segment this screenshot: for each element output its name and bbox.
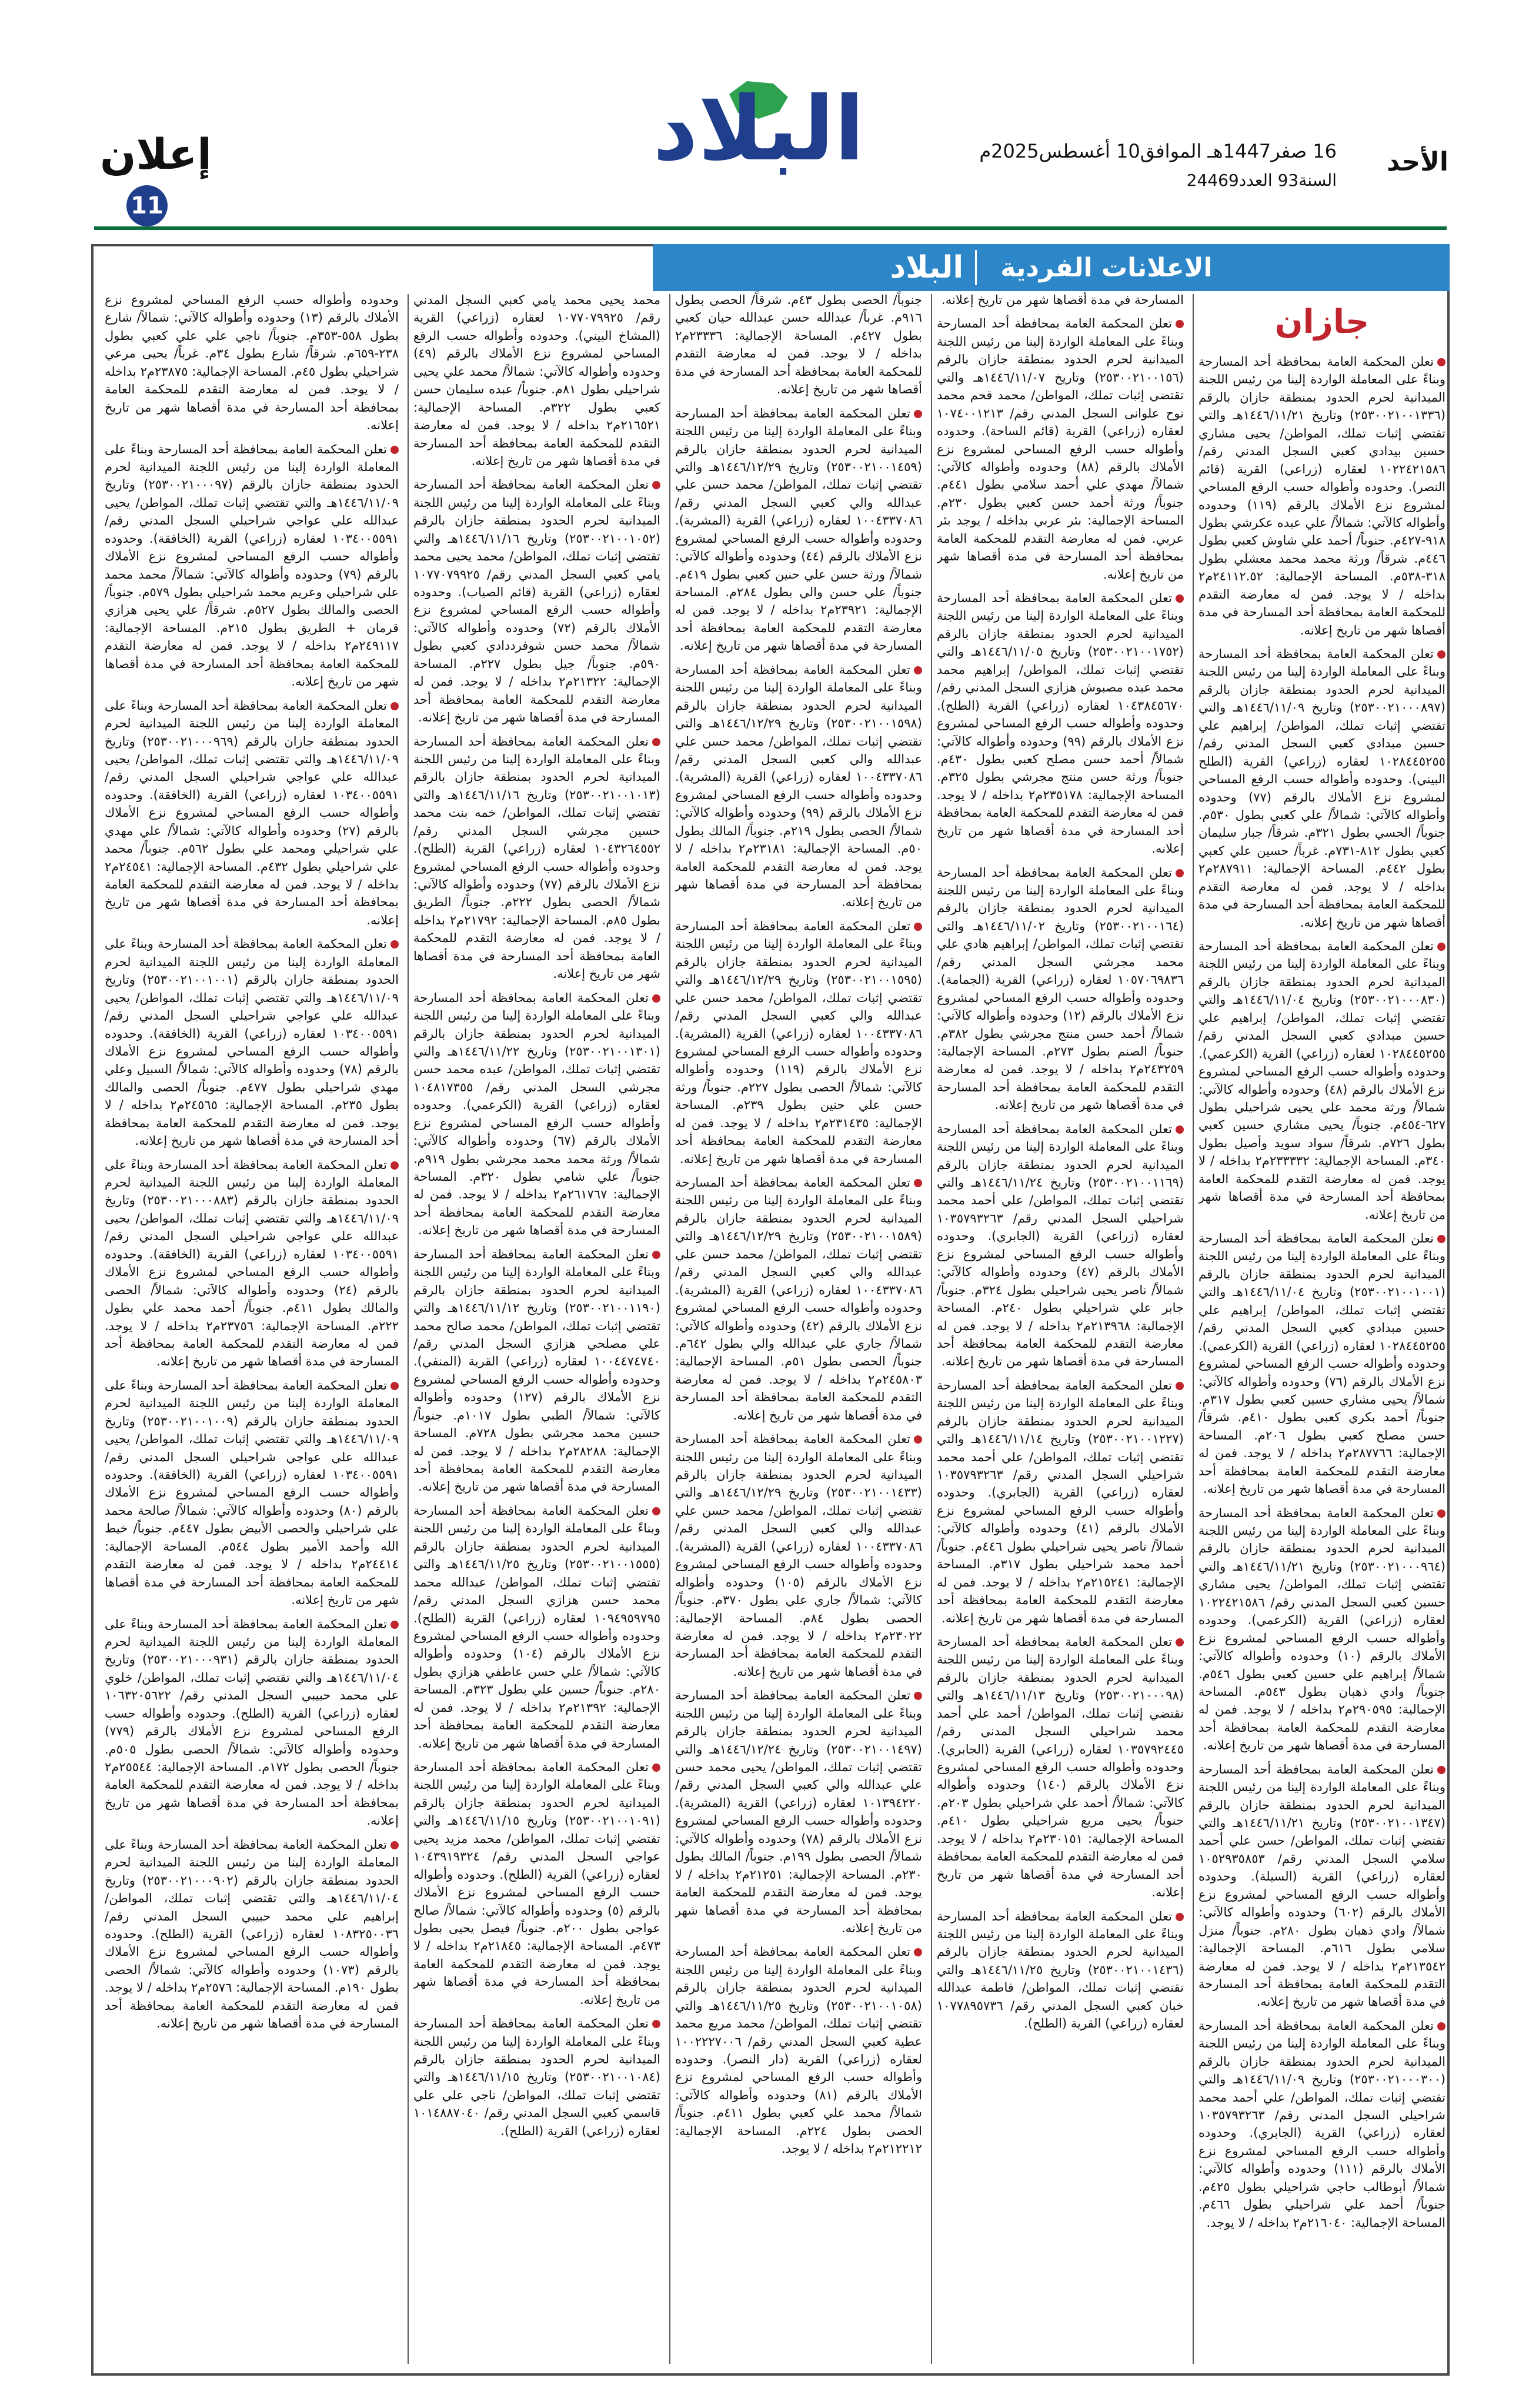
ad-text: تعلن المحكمة العامة بمحافظة أحد المسارحة وبناءً على المعاملة الواردة إلينا من رئيس اللجنة الميدانية لحرم الحدود بمنطقة جازان بالرقم (٢٥٣٠٠٢١٠٠٠٩٠٢) وتاريخ ١٤٤٦/١١/٠٤هـ والتي تقتضي إثبات تملك، المواطن/ إبراهيم علي محمد حبيبي السجل المدني رقم/ ١٠٨٣٢٥٠٠٣٦ لعقاره (زراعي) القرية (الطلح). وحدوده وأطواله حسب الرفع المساحي لمشروع نزع الأملاك بالرقم (١٠٧٣) وحدوده وأطواله كالآتي: شمالاً/ الحصى بطول ١٩٠م. المساحة الإجمالية: ٢٥٧٦م٢ بداخله / لا يوجد. فمن له معارضة التقدم للمحكمة العامة بمحافظة أحد المسارحة في مدة أقصاها شهر من تاريخ إعلانه.	[105, 1837, 399, 2031]
column-divider	[669, 294, 670, 2364]
ad-notice	[675, 1174, 922, 1424]
ad-notice	[105, 1615, 399, 1830]
bullet-icon	[652, 738, 660, 746]
ad-notice	[1198, 1230, 1445, 1498]
ad-text: تعلن المحكمة العامة بمحافظة أحد المسارحة وبناءً على المعاملة الواردة إلينا من رئيس اللجنة الميدانية لحرم الحدود بمنطقة جازان بالرقم (٢٥٣٠٠٢١٠٠٠٣٠٠) وتاريخ ١٤٤٦/١١/٠٩هـ والتي تقتضي إثبات تملك، المواطن/ علي أحمد محمد شراحيلي السجل المدني رقم/ ١٠٣٥٧٩٣٢٦٣ لعقاره (زراعي) القرية (الجابري). وحدوده وأطواله حسب الرفع المساحي لمشروع نزع الأملاك بالرقم (١١١) وحدوده وأطواله كالآتي: شمالاً/ أبوطالب حاجي شراحيلي بطول ٤٢٥م. جنوباً/ أحمد علي شراحيلي بطول ٤٦٦م. المساحة الإجمالية: ٢١٦٠٤٠م٢ بداخله / لا يوجد.	[1198, 2018, 1445, 2230]
ad-notice	[937, 1120, 1184, 1371]
bullet-icon	[914, 923, 922, 931]
ad-notice	[937, 864, 1184, 1114]
ad-notice	[675, 291, 922, 399]
bullet-icon	[390, 446, 399, 454]
ad-text: تعلن المحكمة العامة بمحافظة أحد المسارحة وبناءً على المعاملة الواردة إلينا من رئيس اللجنة الميدانية لحرم الحدود بمنطقة جازان بالرقم (٢٥٣٠٠٢١٠٠١٣٣٦) وتاريخ ١٤٤٦/١١/٢١هـ والتي تقتضي إثبات تملك، المواطن/ يحيى مشاري حسين بيدادي كعبي السجل المدني رقم/ ١٠٢٢٤٢١٥٨٦ لعقاره (زراعي) القرية (قائم النصر). وحدوده وأطواله حسب الرفع المساحي لمشروع نزع الأملاك بالرقم (١١٩) وحدوده وأطواله كالآتي: شمالاً/ علي عبده عكرشي بطول ٩١٨-٤٢٧م. جنوباً/ أحمد علي شاوش كعبي بطول ٤٤٦م. شرقاً/ ورثة محمد محمد معشلي بطول ٣١٨-٥٣٨م. المساحة الإجمالية: ٢٤١١٢.٥٢م٢ بداخله / لا يوجد. فمن له معارضة التقدم للمحكمة العامة بمحافظة أحد المسارحة في مدة أقصاها شهر من تاريخ إعلانه.	[1198, 355, 1445, 637]
bullet-icon	[1437, 358, 1445, 366]
bullet-icon	[1176, 1638, 1184, 1646]
ad-text: تعلن المحكمة العامة بمحافظة أحد المسارحة وبناءً على المعاملة الواردة إلينا من رئيس اللجنة الميدانية لحرم الحدود بمنطقة جازان بالرقم (٢٥٣٠٠٢١٠٠١٣٠١) وتاريخ ١٤٤٦/١١/٢٢هـ والتي تقتضي إثبات تملك، المواطن/ عبده محمد حسن مجرشي السجل المدني رقم/ ١٠٤٨١٧٣٥٥ لعقاره (زراعي) القرية (الكرعمي). وحدوده وأطواله حسب الرفع المساحي لمشروع نزع الأملاك بالرقم (٦٧) وحدوده وأطواله كالآتي: شمالاً/ ورثة محمد محمد مجرشي بطول ٩١٩م. جنوباً/ علي شامي بطول ٣٢٠م. المساحة الإجمالية: ٢٦١٧٦٧م٢ بداخله / لا يوجد. فمن له معارضة التقدم للمحكمة العامة بمحافظة أحد المسارحة في مدة أقصاها شهر من تاريخ إعلانه.	[413, 990, 660, 1238]
bullet-icon	[914, 410, 922, 418]
ad-notice	[105, 1156, 399, 1371]
logo-text: البلاد	[653, 78, 864, 181]
ad-notice	[937, 589, 1184, 858]
ad-notice	[675, 661, 922, 911]
ad-text: تعلن المحكمة العامة بمحافظة أحد المسارحة وبناءً على المعاملة الواردة إلينا من رئيس اللجنة الميدانية لحرم الحدود بمنطقة جازان بالرقم (٢٥٣٠٠٢١٠٠١٠٨٤) وتاريخ ١٤٤٦/١١/١٥هـ والتي تقتضي إثبات تملك، المواطن/ ناجي علي علي قاسمي كعبي السجل المدني رقم/ ١٠١٤٨٨٧٠٤٠ لعقاره (زراعي) القرية (الطلح).	[413, 2016, 660, 2138]
bullet-icon	[1176, 595, 1184, 603]
bullet-icon	[390, 1841, 399, 1849]
ad-text: تعلن المحكمة العامة بمحافظة أحد المسارحة وبناءً على المعاملة الواردة إلينا من رئيس اللجنة الميدانية لحرم الحدود بمنطقة جازان بالرقم (٢٥٣٠٠٢١٠٠٠٨٣٠) وتاريخ ١٤٤٦/١١/٠٤هـ والتي تقتضي إثبات تملك، المواطن/ إبراهيم علي حسين مبدادي كعبي السجل المدني رقم/ ١٠٢٨٤٤٥٢٥٥ لعقاره (زراعي) القرية (الكرعمي). وحدوده وأطواله حسب الرفع المساحي لمشروع نزع الأملاك بالرقم (٤٨) وحدوده وأطواله كالآتي: شمالاً/ ورثة محمد علي يحيى شراحيلي بطول ٦٢٧-٤٥٤م. جنوباً/ يحيى مشاري حسين كعبي بطول ٧٢٦م. شرقاً/ سواد سويد وأصيل بطول ٣٤٠م. المساحة الإجمالية: ٢٣٣٣٣٢م٢ بداخله / لا يوجد. فمن له معارضة التقدم للمحكمة العامة بمحافظة أحد المسارحة في مدة أقصاها شهر من تاريخ إعلانه.	[1198, 939, 1445, 1222]
ads-column-1	[1198, 291, 1445, 2367]
ad-notice	[937, 1633, 1184, 1902]
ads-column-5	[105, 291, 399, 2367]
ad-text: تعلن المحكمة العامة بمحافظة أحد المسارحة وبناءً على المعاملة الواردة إلينا من رئيس اللجنة الميدانية لحرم الحدود بمنطقة جازان بالرقم (٢٥٣٠٠٢١٠٠٠٩٦٩) وتاريخ ١٤٤٦/١١/٠٩هـ والتي تقتضي إثبات تملك، المواطن/ يحيى عبدالله علي عواجي شراحيلي السجل المدني رقم/ ١٠٣٤٠٠٥٥٩١ لعقاره (زراعي) القرية (الخافقة). وحدوده وأطواله حسب الرفع المساحي لمشروع نزع الأملاك بالرقم (٢٧) وحدوده وأطواله كالآتي: شمالاً/ علي مهدي علي شراحيلي ومحمد علي بطول ٥٦٢م. جنوباً/ محمد علي شراحيلي بطول ٤٣٢م. المساحة الإجمالية: ٢٤٥٤١م٢ بداخله / لا يوجد. فمن له معارضة التقدم للمحكمة العامة بمحافظة أحد المسارحة في مدة أقصاها شهر من تاريخ إعلانه.	[105, 698, 399, 927]
ad-text: تعلن المحكمة العامة بمحافظة أحد المسارحة وبناءً على المعاملة الواردة إلينا من رئيس اللجنة الميدانية لحرم الحدود بمنطقة جازان بالرقم (٢٥٣٠٠٢١٠٠١١٦٩) وتاريخ ١٤٤٦/١١/٢٤هـ والتي تقتضي إثبات تملك، المواطن/ علي أحمد محمد شراحيلي السجل المدني رقم/ ١٠٣٥٧٩٣٢٦٣ لعقاره (زراعي) القرية (الجابري). وحدوده وأطواله حسب الرفع المساحي لمشروع نزع الأملاك بالرقم (٤٧) وحدوده وأطواله كالآتي: شمالاً/ ناصر يحيى شراحيلي بطول ٣٢٤م. جنوباً/ جابر علي شراحيلي بطول ٢٤٠م. المساحة الإجمالية: ٢١٣٩٦٨م٢ بداخله / لا يوجد. فمن له معارضة التقدم للمحكمة العامة بمحافظة أحد المسارحة في مدة أقصاها شهر من تاريخ إعلانه.	[937, 1121, 1184, 1369]
bullet-icon	[1437, 2022, 1445, 2030]
ad-notice	[105, 291, 399, 435]
bullet-icon	[1437, 650, 1445, 659]
ad-notice	[675, 1686, 922, 1937]
bullet-icon	[914, 1179, 922, 1187]
ad-notice	[413, 1502, 660, 1752]
bullet-icon	[1176, 869, 1184, 877]
bullet-icon	[652, 1251, 660, 1259]
issue-line: السنة93 العدد24469	[1186, 171, 1337, 190]
ad-notice	[105, 935, 399, 1150]
ad-notice	[105, 697, 399, 930]
masthead	[0, 0, 1519, 232]
bullet-icon	[1176, 1125, 1184, 1134]
bullet-icon	[652, 1764, 660, 1772]
bullet-icon	[1437, 1509, 1445, 1518]
ad-text: تعلن المحكمة العامة بمحافظة أحد المسارحة وبناءً على المعاملة الواردة إلينا من رئيس اللجنة الميدانية لحرم الحدود بمنطقة جازان بالرقم (٢٥٣٠٠٢١٠٠١٥٥٥) وتاريخ ١٤٤٦/١١/٢٥هـ والتي تقتضي إثبات تملك، المواطن/ عبدالله محمد محمد حسن هزازي السجل المدني رقم/ ١٠٩٤٩٥٩٧٩٥ لعقاره (زراعي) القرية (الطلح). وحدوده وأطواله حسب الرفع المساحي لمشروع نزع الأملاك بالرقم (١٠٤) وحدوده وأطواله كالآتي: شمالاً/ علي حسن عاطفي هزازي بطول ٢٨٠م. جنوباً/ حسين علي بطول ٣٢٣م. المساحة الإجمالية: ٢١٣٩٢م٢ بداخله / لا يوجد. فمن له معارضة التقدم للمحكمة العامة بمحافظة أحد المسارحة في مدة أقصاها شهر من تاريخ إعلانه.	[413, 1503, 660, 1751]
bullet-icon	[652, 2020, 660, 2028]
ad-text: تعلن المحكمة العامة بمحافظة أحد المسارحة وبناءً على المعاملة الواردة إلينا من رئيس اللجنة الميدانية لحرم الحدود بمنطقة جازان بالرقم (٢٥٣٠٠٢١٠٠١٥٦) وتاريخ ١٤٤٦/١١/٠٧هـ والتي تقتضي إثبات تملك، المواطن/ محمد قحم محمد نوح علوانى السجل المدني رقم/ ١٠٧٤٠٠١٢١٣ لعقاره (زراعي) القرية (قائم الساحة). وحدوده وأطواله حسب الرفع المساحي لمشروع نزع الأملاك بالرقم (٨٨) وحدوده وأطواله كالآتي: شمالاً/ مهدي علي أحمد سلامي بطول ٤٤١م. جنوباً/ ورثة أحمد حسن كعبي بطول ٢٣٠م. المساحة الإجمالية: بئر عربي بداخله / يوجد بئر عربي. فمن له معارضة التقدم للمحكمة العامة بمحافظة أحد المسارحة في مدة أقصاها شهر من تاريخ إعلانه.	[937, 316, 1184, 582]
ad-notice	[413, 1245, 660, 1496]
ad-text: تعلن المحكمة العامة بمحافظة أحد المسارحة وبناءً على المعاملة الواردة إلينا من رئيس اللجنة الميدانية لحرم الحدود بمنطقة جازان بالرقم (٢٥٣٠٠٢١٠٠١١٩٠) وتاريخ ١٤٤٦/١١/١٢هـ والتي تقتضي إثبات تملك، المواطن/ محمد صالح محمد علي مصلحي هزازي السجل المدني رقم/ ١٠٠٤٤٧٤٧٤٠ لعقاره (زراعي) القرية (المنفي). وحدوده وأطواله حسب الرفع المساحي لمشروع نزع الأملاك بالرقم (١٢٧) وحدوده وأطواله كالآتي: شمالاً/ الطبي بطول ١٠١٧م. جنوباً/ حسين محمد مجرشي بطول ٧٢٨م. المساحة الإجمالية: ٢٨٢٨٨م٢ بداخله / لا يوجد. فمن له معارضة التقدم للمحكمة العامة بمحافظة أحد المسارحة في مدة أقصاها شهر من تاريخ إعلانه.	[413, 1247, 660, 1494]
bullet-icon	[652, 994, 660, 1003]
bullet-icon	[1176, 320, 1184, 328]
ad-notice	[1198, 1504, 1445, 1755]
bullet-icon	[914, 1692, 922, 1700]
ad-text: تعلن المحكمة العامة بمحافظة أحد المسارحة وبناءً على المعاملة الواردة إلينا من رئيس اللجنة الميدانية لحرم الحدود بمنطقة جازان بالرقم (٢٥٣٠٠٢١٠٠١٤٥٩) وتاريخ ١٤٤٦/١٢/٢٩هـ والتي تقتضي إثبات تملك، المواطن/ محمد حسن علي عبدالله والي كعبي السجل المدني رقم/ ١٠٠٤٣٣٧٠٨٦ لعقاره (زراعي) القرية (المشرية). وحدوده وأطواله حسب الرفع المساحي لمشروع نزع الأملاك بالرقم (٤٤) وحدوده وأطواله كالآتي: شمالاً/ ورثة حسن علي حنين كعبي بطول ٤١٩م. جنوباً/ علي حسن والي بطول ٢٨٤م. المساحة الإجمالية: ٢٣٩٢١م٢ بداخله / لا يوجد. فمن له معارضة التقدم للمحكمة العامة بمحافظة أحد المسارحة في مدة أقصاها شهر من تاريخ إعلانه.	[675, 406, 922, 653]
ad-text: وحدوده وأطواله حسب الرفع المساحي لمشروع نزع الأملاك بالرقم (١٣) وحدوده وأطواله كالآتي: شمالاً/ شارع بطول ٥٥٨-٣٥٣م. جنوباً/ ناجي علي علي كعبي بطول ٢٣٨-٦٥٩م. شرقاً/ شارع بطول ٣٤م. غرباً/ يحيى مرعي شراحيلي بطول ٤٥م. المساحة الإجمالية: ٢٣٨٧٥م٢ بداخله / لا يوجد. فمن له معارضة التقدم للمحكمة العامة بمحافظة أحد المسارحة في مدة أقصاها شهر من تاريخ إعلانه.	[105, 293, 399, 433]
ad-notice	[413, 1758, 660, 2009]
bullet-icon	[390, 702, 399, 710]
ad-text: تعلن المحكمة العامة بمحافظة أحد المسارحة وبناءً على المعاملة الواردة إلينا من رئيس اللجنة الميدانية لحرم الحدود بمنطقة جازان بالرقم (٢٥٣٠٠٢١٠٠٠٨٨٣) وتاريخ ١٤٤٦/١١/٠٩هـ والتي تقتضي إثبات تملك، المواطن/ يحيى عبدالله علي عواجي شراحيلي السجل المدني رقم/ ١٠٣٤٠٠٥٥٩١ لعقاره (زراعي) القرية (الخافقة). وحدوده وأطواله حسب الرفع المساحي لمشروع نزع الأملاك بالرقم (٢٤) وحدوده وأطواله كالآتي: شمالاً/ الحصى والمالك بطول ٤١١م. جنوباً/ أحمد محمد علي بطول ٢٢٢م. المساحة الإجمالية: ٢٣٧٥٦م٢ بداخله / لا يوجد. فمن له معارضة التقدم للمحكمة العامة بمحافظة أحد المسارحة في مدة أقصاها شهر من تاريخ إعلانه.	[105, 1157, 399, 1369]
ad-text: تعلن المحكمة العامة بمحافظة أحد المسارحة وبناءً على المعاملة الواردة إلينا من رئيس اللجنة الميدانية لحرم الحدود بمنطقة جازان بالرقم (٢٥٣٠٠٢١٠٠١٠٥٨) وتاريخ ١٤٤٦/١١/٢٥هـ والتي تقتضي إثبات تملك، المواطن/ محمد مريع محمد عطية كعبي السجل المدني رقم/ ١٠٠٢٢٢٧٠٠٦ لعقاره (زراعي) القرية (دار النصر). وحدوده وأطواله حسب الرفع المساحي لمشروع نزع الأملاك بالرقم (٨١) وحدوده وأطواله كالآتي: شمالاً/ محمد علي كعبي بطول ٤١١م. جنوباً/ الحصى بطول ٢٢٤م. المساحة الإجمالية: ٢١٢٢١٢م٢ بداخله / لا يوجد.	[675, 1945, 922, 2156]
ad-text: تعلن المحكمة العامة بمحافظة أحد المسارحة وبناءً على المعاملة الواردة إلينا من رئيس اللجنة الميدانية لحرم الحدود بمنطقة جازان بالرقم (٢٥٣٠٠٢١٠٠١٠٥٢) وتاريخ ١٤٤٦/١١/١٦هـ والتي تقتضي إثبات تملك، المواطن/ محمد يحيى محمد يامي كعبي السجل المدني رقم/ ١٠٧٧٠٧٩٩٢٥ لعقاره (زراعي) القرية (قائم الصياب). وحدوده وأطواله حسب الرفع المساحي لمشروع نزع الأملاك بالرقم (٧٢) وحدوده وأطواله كالآتي: شمالاً/ محمد حسن شوفرددادي كعبي بطول ٥٩٠م. جنوباً/ جيل بطول ٢٢٧م. المساحة الإجمالية: ٢١٣٢٢م٢ بداخله / لا يوجد. فمن له معارضة التقدم للمحكمة العامة بمحافظة أحد المسارحة في مدة أقصاها شهر من تاريخ إعلانه.	[413, 477, 660, 725]
city-heading: جازان	[1274, 303, 1370, 341]
bullet-icon	[390, 1382, 399, 1390]
ad-text: تعلن المحكمة العامة بمحافظة أحد المسارحة وبناءً على المعاملة الواردة إلينا من رئيس اللجنة الميدانية لحرم الحدود بمنطقة جازان بالرقم (٢٥٣٠٠٢١٠٠١٤٣٦) وتاريخ ١٤٤٦/١١/٢٥هـ والتي تقتضي إثبات تملك، المواطن/ فاطمة عبدالله خبان كعبي السجل المدني رقم/ ١٠٧٧٨٩٥٧٣٦ لعقاره (زراعي) القرية (الطلح).	[937, 1909, 1184, 2031]
bullet-icon	[390, 1621, 399, 1629]
ad-text: تعلن المحكمة العامة بمحافظة أحد المسارحة وبناءً على المعاملة الواردة إلينا من رئيس اللجنة الميدانية لحرم الحدود بمنطقة جازان بالرقم (٢٥٣٠٠٢١٠٠١٣٤٧) وتاريخ ١٤٤٦/١١/٢١هـ والتي تقتضي إثبات تملك، المواطن/ حسن علي أحمد سلامي السجل المدني رقم/ ١٠٥٢٩٣٥٨٥٣ لعقاره (زراعي) القرية (السيلة). وحدوده وأطواله حسب الرفع المساحي لمشروع نزع الأملاك بالرقم (٦٠٢) وحدوده وأطواله كالآتي: شمالاً/ وادي ذهبان بطول ٢٨٠م. جنوباً/ منزل سلامي بطول ٦١٦م. المساحة الإجمالية: ٢١٣٥٤٢م٢ بداخله / لا يوجد. فمن له معارضة التقدم للمحكمة العامة بمحافظة أحد المسارحة في مدة أقصاها شهر من تاريخ إعلانه.	[1198, 1762, 1445, 2009]
ad-text: تعلن المحكمة العامة بمحافظة أحد المسارحة وبناءً على المعاملة الواردة إلينا من رئيس اللجنة الميدانية لحرم الحدود بمنطقة جازان بالرقم (٢٥٣٠٠٢١٠٠١٥٩٨) وتاريخ ١٤٤٦/١٢/٢٩هـ والتي تقتضي إثبات تملك، المواطن/ محمد حسن علي عبدالله والي كعبي السجل المدني رقم/ ١٠٠٤٣٣٧٠٨٦ لعقاره (زراعي) القرية (المشرية). وحدوده وأطواله حسب الرفع المساحي لمشروع نزع الأملاك بالرقم (٩٩) وحدوده وأطواله كالآتي: شمالاً/ الحصى بطول ٢١٩م. جنوباً/ المالك بطول ٥٠م. المساحة الإجمالية: ٢٣١٨١م٢ بداخله / لا يوجد. فمن له معارضة التقدم للمحكمة العامة بمحافظة أحد المسارحة في مدة أقصاها شهر من تاريخ إعلانه.	[675, 662, 922, 910]
ad-text: تعلن المحكمة العامة بمحافظة أحد المسارحة وبناءً على المعاملة الواردة إلينا من رئيس اللجنة الميدانية لحرم الحدود بمنطقة جازان بالرقم (٢٥٣٠٠٢١٠٠١٠٠١) وتاريخ ١٤٤٦/١١/٠٩هـ والتي تقتضي إثبات تملك، المواطن/ يحيى عبدالله علي عواجي شراحيلي السجل المدني رقم/ ١٠٣٤٠٠٥٥٩١ لعقاره (زراعي) القرية (الخافقة). وحدوده وأطواله حسب الرفع المساحي لمشروع نزع الأملاك بالرقم (٧٨) وحدوده وأطواله كالآتي: شمالاً/ السبيل وعلي مهدي شراحيلي بطول ٤٧٧م. جنوباً/ الحصى والمالك بطول ٢٣٥م. المساحة الإجمالية: ٢٤٥٦٥م٢ بداخله / لا يوجد. فمن له معارضة التقدم للمحكمة العامة بمحافظة أحد المسارحة في مدة أقصاها شهر من تاريخ إعلانه.	[105, 937, 399, 1148]
ad-notice	[1198, 937, 1445, 1224]
ad-text: جنوباً/ الحصى بطول ٤٣م. شرقاً/ الحصى بطول ٩١٦م. غرباً/ عبدالله حسن عبدالله حيان كعبي بطول ٤٢٧م. المساحة الإجمالية: ٢٣٣٣٦م٢ بداخله / لا يوجد. فمن له معارضة التقدم للمحكمة العامة بمحافظة أحد المسارحة في مدة أقصاها شهر من تاريخ إعلانه.	[675, 293, 922, 397]
masthead-divider	[94, 226, 1447, 230]
ads-column-4	[413, 291, 660, 2367]
bullet-icon	[652, 481, 660, 489]
banner-logo: البلاد	[890, 250, 977, 285]
ad-notice	[413, 989, 660, 1240]
ad-text: تعلن المحكمة العامة بمحافظة أحد المسارحة وبناءً على المعاملة الواردة إلينا من رئيس اللجنة الميدانية لحرم الحدود بمنطقة جازان بالرقم (٢٥٣٠٠٢١٠٠١٥٩٥) وتاريخ ١٤٤٦/١٢/٢٩هـ والتي تقتضي إثبات تملك، المواطن/ محمد حسن علي عبدالله والي كعبي السجل المدني رقم/ ١٠٠٤٣٣٧٠٨٦ لعقاره (زراعي) القرية (المشرية). وحدوده وأطواله حسب الرفع المساحي لمشروع نزع الأملاك بالرقم (١١٩) وحدوده وأطواله كالآتي: شمالاً/ الحصى بطول ٢٢٧م. جنوباً/ ورثة حسن علي حنين بطول ٢٣٩م. المساحة الإجمالية: ٢٣١٤٣٥م٢ بداخله / لا يوجد. فمن له معارضة التقدم للمحكمة العامة بمحافظة أحد المسارحة في مدة أقصاها شهر من تاريخ إعلانه.	[675, 919, 922, 1166]
bullet-icon	[914, 1435, 922, 1444]
bullet-icon	[1437, 1766, 1445, 1774]
bullet-icon	[1437, 943, 1445, 951]
newspaper-logo	[653, 76, 864, 182]
ad-notice	[105, 440, 399, 691]
column-divider	[408, 294, 409, 2364]
bullet-icon	[914, 1948, 922, 1956]
ad-text: تعلن المحكمة العامة بمحافظة أحد المسارحة وبناءً على المعاملة الواردة إلينا من رئيس اللجنة الميدانية لحرم الحدود بمنطقة جازان بالرقم (٢٥٣٠٠٢١٠٠١٧٥٢) وتاريخ ١٤٤٦/١١/٠٥هـ والتي تقتضي إثبات تملك، المواطن/ إبراهيم محمد محمد عبده مصبوش هزازي السجل المدني رقم/ ١٠٤٣٨٤٥٦٧٠ لعقاره (زراعي) القرية (الطلح). وحدوده وأطواله حسب الرفع المساحي لمشروع نزع الأملاك بالرقم (٩٩) وحدوده وأطواله كالآتي: شمالاً/ أحمد حسن مصلح كعبي بطول ٤٣٠م. جنوباً/ ورثة حسن منتج مجرشي بطول ٣٢٥م. المساحة الإجمالية: ٢٣٥١٧٨م٢ بداخله / لا يوجد. فمن له معارضة التقدم للمحكمة العامة بمحافظة أحد المسارحة في مدة أقصاها شهر من تاريخ إعلانه.	[937, 591, 1184, 856]
bullet-icon	[1176, 1913, 1184, 1921]
day-name: الأحد	[1387, 147, 1448, 177]
ad-notice	[413, 2015, 660, 2140]
ad-text: تعلن المحكمة العامة بمحافظة أحد المسارحة وبناءً على المعاملة الواردة إلينا من رئيس اللجنة الميدانية لحرم الحدود بمنطقة جازان بالرقم (٢٥٣٠٠٢١٠٠٠٩٦٤) وتاريخ ١٤٤٦/١١/٢١هـ والتي تقتضي إثبات تملك، المواطن/ يحيى مشاري حسين كعبي السجل المدني رقم/ ١٠٢٢٤٢١٥٨٦ لعقاره (زراعي) القرية (الكرعمي). وحدوده وأطواله حسب الرفع المساحي لمشروع نزع الأملاك بالرقم (١٠) وحدوده وأطواله كالآتي: شمالاً/ إبراهيم علي حسين كعبي بطول ٥٤٦م. جنوباً/ وادي ذهبان بطول ٥٤٣م. المساحة الإجمالية: ٢٩٠٥٩٥م٢ بداخله / لا يوجد. فمن له معارضة التقدم للمحكمة العامة بمحافظة أحد المسارحة في مدة أقصاها شهر من تاريخ إعلانه.	[1198, 1505, 1445, 1753]
ad-notice	[937, 315, 1184, 583]
ad-text: محمد يحيى محمد يامي كعبي السجل المدني رقم/ ١٠٧٧٠٧٩٩٢٥ لعقاره (زراعي) القرية (المشاخ البيني). وحدوده وأطواله حسب الرفع المساحي لمشروع نزع الأملاك بالرقم (٤٩) وحدوده وأطواله كالآتي: شمالاً/ محمد علي يحيى شراحيلي بطول ٨١م. جنوباً/ عبده سليمان حسن كعبي بطول ٣٢٢م. المساحة الإجمالية: ٢١٦٥٢١م٢ بداخله / لا يوجد. فمن له معارضة التقدم للمحكمة العامة بمحافظة أحد المسارحة في مدة أقصاها شهر من تاريخ إعلانه.	[413, 293, 660, 468]
bullet-icon	[652, 1507, 660, 1515]
ad-text: تعلن المحكمة العامة بمحافظة أحد المسارحة وبناءً على المعاملة الواردة إلينا من رئيس اللجنة الميدانية لحرم الحدود بمنطقة جازان بالرقم (٢٥٣٠٠٢١٠٠١٠٩١) وتاريخ ١٤٤٦/١١/١٥هـ والتي تقتضي إثبات تملك، المواطن/ محمد مزيد يحيى عواجي السجل المدني رقم/ ١٠٤٣٩١٩٣٢٤ لعقاره (زراعي) القرية (الطلح). وحدوده وأطواله حسب الرفع المساحي لمشروع نزع الأملاك بالرقم (٥) وحدوده وأطواله كالآتي: شمالاً/ صالح عواجي بطول ٢٠٠م. جنوباً/ فيصل يحيى بطول ٤٧٣م. المساحة الإجمالية: ٢١٨٤٥م٢ بداخله / لا يوجد. فمن له معارضة التقدم للمحكمة العامة بمحافظة أحد المسارحة في مدة أقصاها شهر من تاريخ إعلانه.	[413, 1760, 660, 2007]
ad-text: تعلن المحكمة العامة بمحافظة أحد المسارحة وبناءً على المعاملة الواردة إلينا من رئيس اللجنة الميدانية لحرم الحدود بمنطقة جازان بالرقم (٢٥٣٠٠٢١٠٠١٥٨٩) وتاريخ ١٤٤٦/١٢/٢٩هـ والتي تقتضي إثبات تملك، المواطن/ محمد حسن علي عبدالله والي كعبي السجل المدني رقم/ ١٠٠٤٣٣٧٠٨٦ لعقاره (زراعي) القرية (المشرية). وحدوده وأطواله حسب الرفع المساحي لمشروع نزع الأملاك بالرقم (٤٢) وحدوده وأطواله كالآتي: شمالاً/ جاري علي عبدالله والي بطول ٦٤٢م. جنوباً/ الحصى بطول ٥١م. المساحة الإجمالية: ٢٤٥٨٠٣م٢ بداخله / لا يوجد. فمن له معارضة التقدم للمحكمة العامة بمحافظة أحد المسارحة في مدة أقصاها شهر من تاريخ إعلانه.	[675, 1175, 922, 1422]
ad-notice	[1198, 1761, 1445, 2011]
ad-notice	[413, 476, 660, 726]
ad-notice	[937, 1377, 1184, 1627]
ad-text: تعلن المحكمة العامة بمحافظة أحد المسارحة وبناءً على المعاملة الواردة إلينا من رئيس اللجنة الميدانية لحرم الحدود بمنطقة جازان بالرقم (٢٥٣٠٠٢١٠٠٠٩٣١) وتاريخ ١٤٤٦/١١/٠٤هـ والتي تقتضي إثبات تملك، المواطن/ خلوي علي محمد حبيبي السجل المدني رقم/ ١٠٦٣٢٠٥٦٢٢ لعقاره (زراعي) القرية (الطلح). وحدوده وأطواله حسب الرفع المساحي لمشروع نزع الأملاك بالرقم (٧٧٩) وحدوده وأطواله كالآتي: شمالاً/ الحصى بطول ٥٠٥م. جنوباً/ الحصى بطول ١٧٢م. المساحة الإجمالية: ٢٥٥٤٤م٢ بداخله / لا يوجد. فمن له معارضة التقدم للمحكمة العامة بمحافظة أحد المسارحة في مدة أقصاها شهر من تاريخ إعلانه.	[105, 1617, 399, 1828]
ad-notice	[675, 917, 922, 1168]
column-divider	[1193, 294, 1194, 2364]
ad-text: تعلن المحكمة العامة بمحافظة أحد المسارحة وبناءً على المعاملة الواردة إلينا من رئيس اللجنة الميدانية لحرم الحدود بمنطقة جازان بالرقم (٢٥٣٠٠٢١٠٠١٦٤) وتاريخ ١٤٤٦/١١/٠٢هـ والتي تقتضي إثبات تملك، المواطن/ إبراهيم هادي علي محمد مجرشي السجل المدني رقم/ ١٠٥٧٠٦٩٨٣٦ لعقاره (زراعي) القرية (الجمامة). وحدوده وأطواله حسب الرفع المساحي لمشروع نزع الأملاك بالرقم (١٢) وحدوده وأطواله كالآتي: شمالاً/ أحمد حسن منتج مجرشي بطول ٣٨٢م. جنوباً/ الصنم بطول ٢٧٣م. المساحة الإجمالية: ٢٤٣٢٥٩م٢ بداخله / لا يوجد. فمن له معارضة التقدم للمحكمة العامة بمحافظة أحد المسارحة في مدة أقصاها شهر من تاريخ إعلانه.	[937, 865, 1184, 1113]
section-banner	[653, 244, 1450, 291]
ad-notice	[1198, 645, 1445, 931]
ad-text: تعلن المحكمة العامة بمحافظة أحد المسارحة وبناءً على المعاملة الواردة إلينا من رئيس اللجنة الميدانية لحرم الحدود بمنطقة جازان بالرقم (٢٥٣٠٠٢١٠٠١٢٢٧) وتاريخ ١٤٤٦/١١/١٤هـ والتي تقتضي إثبات تملك، المواطن/ علي أحمد محمد شراحيلي السجل المدني رقم/ ١٠٣٥٧٩٣٢٦٣ لعقاره (زراعي) القرية (الجابري). وحدوده وأطواله حسب الرفع المساحي لمشروع نزع الأملاك بالرقم (٤١) وحدوده وأطواله كالآتي: شمالاً/ ناصر يحيى شراحيلي بطول ٤٤٦م. جنوباً/ أحمد محمد شراحيلي بطول ٣١٧م. المساحة الإجمالية: ٢١٥٢٤١م٢ بداخله / لا يوجد. فمن له معارضة التقدم للمحكمة العامة بمحافظة أحد المسارحة في مدة أقصاها شهر من تاريخ إعلانه.	[937, 1378, 1184, 1625]
bullet-icon	[914, 666, 922, 674]
section-label: إعلان	[100, 129, 212, 179]
ad-text: المسارحة في مدة أقصاها شهر من تاريخ إعلانه.	[942, 293, 1184, 307]
ad-notice	[675, 405, 922, 655]
ads-column-3	[675, 291, 922, 2367]
ad-notice	[937, 291, 1184, 309]
ads-column-2	[937, 291, 1184, 2367]
page-number-badge: 11	[126, 185, 168, 226]
bullet-icon	[1437, 1235, 1445, 1243]
date-line: 16 صفر1447هـ الموافق10 أغسطس2025م	[979, 140, 1337, 162]
ad-notice	[675, 1430, 922, 1681]
ad-notice	[105, 1377, 399, 1609]
ad-notice	[413, 291, 660, 470]
ad-text: تعلن المحكمة العامة بمحافظة أحد المسارحة وبناءً على المعاملة الواردة إلينا من رئيس اللجنة الميدانية لحرم الحدود بمنطقة جازان بالرقم (٢٥٣٠٠٢١٠٠٠٩٧) وتاريخ ١٤٤٦/١١/٠٩هـ والتي تقتضي إثبات تملك، المواطن/ يحيى عبدالله علي عواجي شراحيلي السجل المدني رقم/ ١٠٣٤٠٠٥٥٩١ لعقاره (زراعي) القرية (الخافقة). وحدوده وأطواله حسب الرفع المساحي لمشروع نزع الأملاك بالرقم (٧٩) وحدوده وأطواله كالآتي: شمالاً/ محمد محمد علي شراحيلي وعريم محمد شراحيلي بطول ٥٧٩م. جنوباً/ الحصى والمالك بطول ٥٢٧م. شرقاً/ علي يحيى هزازي قرمان + الطريق بطول ٢١٥م. المساحة الإجمالية: ٢٤٩١١٧م٢ بداخله / لا يوجد. فمن له معارضة التقدم للمحكمة العامة بمحافظة أحد المسارحة في مدة أقصاها شهر من تاريخ إعلانه.	[105, 442, 399, 689]
ad-text: تعلن المحكمة العامة بمحافظة أحد المسارحة وبناءً على المعاملة الواردة إلينا من رئيس اللجنة الميدانية لحرم الحدود بمنطقة جازان بالرقم (٢٥٣٠٠٢١٠٠١٤٩٧) وتاريخ ١٤٤٦/١٢/٢٤هـ والتي تقتضي إثبات تملك، المواطن/ يحيى محمد حسن علي عبدالله والي كعبي السجل المدني رقم/ ١٠١٣٩٤٢٢٠ لعقاره (زراعي) القرية (المشرية). وحدوده وأطواله حسب الرفع المساحي لمشروع نزع الأملاك بالرقم (٧٨) وحدوده وأطواله كالآتي: شمالاً/ الحصى بطول ١٩٩م. جنوباً/ المالك بطول ٢٣٠م. المساحة الإجمالية: ٢١٢٥١م٢ بداخله / لا يوجد. فمن له معارضة التقدم للمحكمة العامة بمحافظة أحد المسارحة في مدة أقصاها شهر من تاريخ إعلانه.	[675, 1688, 922, 1935]
ad-text: تعلن المحكمة العامة بمحافظة أحد المسارحة وبناءً على المعاملة الواردة إلينا من رئيس اللجنة الميدانية لحرم الحدود بمنطقة جازان بالرقم (٢٥٣٠٠٢١٠٠٠٩٨) وتاريخ ١٤٤٦/١١/١٣هـ والتي تقتضي إثبات تملك، المواطن/ أحمد علي أحمد محمد شراحيلي السجل المدني رقم/ ١٠٣٥٧٩٢٤٤٥ لعقاره (زراعي) القرية (الجابري). وحدوده وأطواله حسب الرفع المساحي لمشروع نزع الأملاك بالرقم (١٤٠) وحدوده وأطواله كالآتي: شمالاً/ أحمد علي شراحيلي بطول ٢٠٣م. جنوباً/ يحيى مريع شراحيلي بطول ٤١٠م. المساحة الإجمالية: ٢٣٠١٥١م٢ بداخله / لا يوجد. فمن له معارضة التقدم للمحكمة العامة بمحافظة أحد المسارحة في مدة أقصاها شهر من تاريخ إعلانه.	[937, 1634, 1184, 1900]
ad-text: تعلن المحكمة العامة بمحافظة أحد المسارحة وبناءً على المعاملة الواردة إلينا من رئيس اللجنة الميدانية لحرم الحدود بمنطقة جازان بالرقم (٢٥٣٠٠٢١٠٠١٤٣٣) وتاريخ ١٤٤٦/١٢/٢٩هـ والتي تقتضي إثبات تملك، المواطن/ محمد حسن علي عبدالله والي كعبي السجل المدني رقم/ ١٠٠٤٣٣٧٠٨٦ لعقاره (زراعي) القرية (المشرية). وحدوده وأطواله حسب الرفع المساحي لمشروع نزع الأملاك بالرقم (١٠٥) وحدوده وأطواله كالآتي: شمالاً/ جاري علي بطول ٣٧٠م. جنوباً/ الحصى بطول ٨٤م. المساحة الإجمالية: ٢٣٠٢٢م٢ بداخله / لا يوجد. فمن له معارضة التقدم للمحكمة العامة بمحافظة أحد المسارحة في مدة أقصاها شهر من تاريخ إعلانه.	[675, 1432, 922, 1679]
column-divider	[931, 294, 932, 2364]
ad-text: تعلن المحكمة العامة بمحافظة أحد المسارحة وبناءً على المعاملة الواردة إلينا من رئيس اللجنة الميدانية لحرم الحدود بمنطقة جازان بالرقم (٢٥٣٠٠٢١٠٠٠٨٩٧) وتاريخ ١٤٤٦/١١/٠٩هـ والتي تقتضي إثبات تملك، المواطن/ إبراهيم علي حسين مبدادي كعبي السجل المدني رقم/ ١٠٢٨٤٤٥٢٥٥ لعقاره (زراعي) القرية (الطلح البيني). وحدوده وأطواله حسب الرفع المساحي لمشروع نزع الأملاك بالرقم (٧٧) وحدوده وأطواله كالآتي: شمالاً/ علي كعبي بطول ٥٣٠م. جنوباً/ الحسي بطول ٣٢١م. شرقاً/ جبار سليمان كعبي بطول ٨١٢-٧٣١م. غرباً/ حسين علي كعبي بطول ٤٤٢م. المساحة الإجمالية: ٢٨٧٩١١م٢ بداخله / لا يوجد. فمن له معارضة التقدم للمحكمة العامة بمحافظة أحد المسارحة في مدة أقصاها شهر من تاريخ إعلانه.	[1198, 647, 1445, 930]
ad-text: تعلن المحكمة العامة بمحافظة أحد المسارحة وبناءً على المعاملة الواردة إلينا من رئيس اللجنة الميدانية لحرم الحدود بمنطقة جازان بالرقم (٢٥٣٠٠٢١٠٠١٠٠١) وتاريخ ١٤٤٦/١١/٠٤هـ والتي تقتضي إثبات تملك، المواطن/ إبراهيم علي حسين مبدادي كعبي السجل المدني رقم/ ١٠٢٨٤٤٥٢٥٥ لعقاره (زراعي) القرية (الكرعمي). وحدوده وأطواله حسب الرفع المساحي لمشروع نزع الأملاك بالرقم (٧٦) وحدوده وأطواله كالآتي: شمالاً/ يحيى مشاري حسين كعبي بطول ٣١٧م. جنوباً/ أحمد بكري كعبي بطول ٤١٠م. شرقاً/ حسن مصلح كعبي بطول ٢٠٦م. المساحة الإجمالية: ٢٨٧٧٦٦م٢ بداخله / لا يوجد. فمن له معارضة التقدم للمحكمة العامة بمحافظة أحد المسارحة في مدة أقصاها شهر من تاريخ إعلانه.	[1198, 1231, 1445, 1497]
banner-title: الاعلانات الفردية	[1000, 252, 1213, 283]
ad-text: تعلن المحكمة العامة بمحافظة أحد المسارحة وبناءً على المعاملة الواردة إلينا من رئيس اللجنة الميدانية لحرم الحدود بمنطقة جازان بالرقم (٢٥٣٠٠٢١٠٠١٠١٣) وتاريخ ١٤٤٦/١١/١٦هـ والتي تقتضي إثبات تملك، المواطن/ خمه بنت محمد حسين مجرشي السجل المدني رقم/ ١٠٤٣٢٦٤٥٥٢ لعقاره (زراعي) القرية (الطلح). وحدوده وأطواله حسب الرفع المساحي لمشروع نزع الأملاك بالرقم (٧٧) وحدوده وأطواله كالآتي: شمالاً/ الحصى بطول ٢٢٢م. جنوباً/ الطريق بطول ٨٥م. المساحة الإجمالية: ٢١٧٩٢م٢ بداخله / لا يوجد. فمن له معارضة التقدم للمحكمة العامة بمحافظة أحد المسارحة في مدة أقصاها شهر من تاريخ إعلانه.	[413, 734, 660, 981]
ad-notice	[1198, 353, 1445, 639]
ad-notice	[1198, 2017, 1445, 2232]
bullet-icon	[1176, 1382, 1184, 1390]
ad-notice	[105, 1836, 399, 2033]
bullet-icon	[390, 1161, 399, 1170]
ad-notice	[413, 733, 660, 983]
bullet-icon	[390, 940, 399, 948]
ad-notice	[675, 1943, 922, 2157]
ad-notice	[937, 1908, 1184, 2033]
ad-text: تعلن المحكمة العامة بمحافظة أحد المسارحة وبناءً على المعاملة الواردة إلينا من رئيس اللجنة الميدانية لحرم الحدود بمنطقة جازان بالرقم (٢٥٣٠٠٢١٠٠١٠٠٩) وتاريخ ١٤٤٦/١١/٠٩هـ والتي تقتضي إثبات تملك، المواطن/ يحيى عبدالله علي عواجي شراحيلي السجل المدني رقم/ ١٠٣٤٠٠٥٥٩١ لعقاره (زراعي) القرية (الخافقة). وحدوده وأطواله حسب الرفع المساحي لمشروع نزع الأملاك بالرقم (٨٠) وحدوده وأطواله كالآتي: شمالاً/ صالحة محمد علي شراحيلي والحصى الأبيض بطول ٤٤٧م. جنوباً/ خيط الله وأحمد الأمير بطول ٥٤٤م. المساحة الإجمالية: ٢٤٤١٤م٢ بداخله / لا يوجد. فمن له معارضة التقدم للمحكمة العامة بمحافظة أحد المسارحة في مدة أقصاها شهر من تاريخ إعلانه.	[105, 1378, 399, 1608]
